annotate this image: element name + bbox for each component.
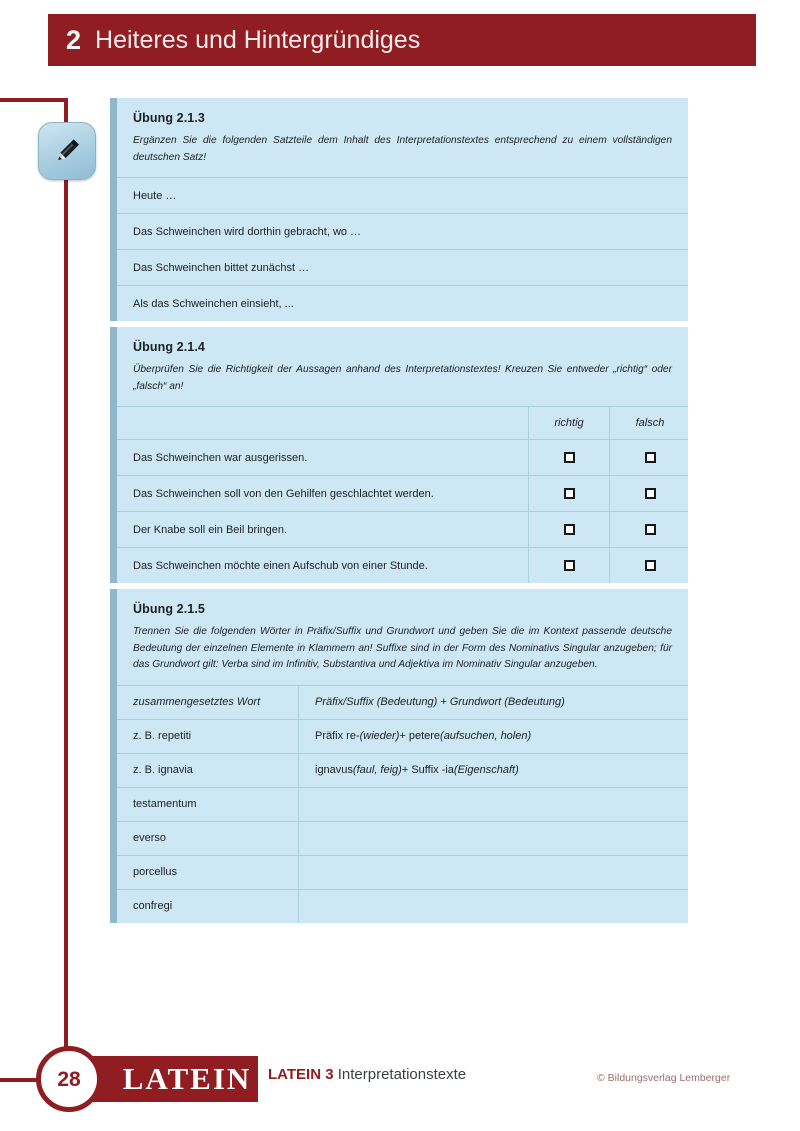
word-cell: everso (133, 832, 167, 845)
page-number-badge (36, 1046, 102, 1112)
analysis-cell[interactable] (298, 822, 688, 855)
latein-logo-text: LATEIN (122, 1061, 252, 1096)
table-row (117, 889, 688, 923)
exercise-instruction: Trennen Sie die folgenden Wörter in Präfix/Suffix und Grundwort und geben Sie die im Kontext passende deutsche Bedeutung der einzelnen Elemente in Klammern an! Suffixe sind in der Form des Nominativs Singular anzugeben; für das Grundwort gilt: Verba sind im Infinitiv, Substantiva und Adjektiva im Nominativ Singular anzugeben. (133, 626, 672, 671)
checkbox-icon[interactable] (564, 488, 575, 499)
chapter-title: Heiteres und Hintergründiges (95, 25, 421, 54)
table-row (117, 753, 688, 787)
checkbox-falsch-cell[interactable] (609, 476, 690, 511)
analysis-cell[interactable] (298, 754, 688, 787)
checkbox-icon[interactable] (645, 452, 656, 463)
pencil-icon (50, 134, 84, 168)
analysis-italic-1: (faul, feig) (352, 764, 402, 777)
checkbox-icon[interactable] (645, 524, 656, 535)
series-title (268, 1066, 466, 1083)
analysis-cell[interactable] (298, 890, 688, 923)
table-row (117, 547, 688, 583)
analysis-cell[interactable] (298, 856, 688, 889)
word-table-header (117, 685, 688, 719)
exercise-title: Übung 2.1.3 (133, 111, 205, 125)
checkbox-falsch-cell[interactable] (609, 440, 690, 475)
series-title-rest: Interpretationstexte (333, 1066, 467, 1083)
checkbox-richtig-cell[interactable] (528, 476, 609, 511)
answer-row[interactable] (117, 177, 688, 213)
checkbox-icon[interactable] (564, 452, 575, 463)
column-header-richtig: richtig (528, 407, 609, 439)
copyright-text: © Bildungsverlag Lemberger (597, 1072, 731, 1084)
analysis-plain-1: Präfix re- (315, 730, 360, 743)
checkbox-icon[interactable] (645, 488, 656, 499)
analysis-italic-2: (aufsuchen, holen) (440, 730, 532, 743)
exercise-title: Übung 2.1.4 (133, 340, 205, 354)
word-cell: z. B. ignavia (133, 764, 193, 777)
analysis-cell[interactable] (298, 788, 688, 821)
answer-row[interactable] (117, 285, 688, 321)
checkbox-richtig-cell[interactable] (528, 548, 609, 583)
checkbox-icon[interactable] (645, 560, 656, 571)
table-row (117, 439, 688, 475)
checkbox-icon[interactable] (564, 560, 575, 571)
analysis-plain-2: + Suffix -ia (401, 764, 454, 777)
word-cell: testamentum (133, 798, 197, 811)
answer-row[interactable] (117, 249, 688, 285)
column-header-word: zusammengesetztes Wort (133, 696, 261, 709)
checkbox-falsch-cell[interactable] (609, 548, 690, 583)
answer-row[interactable] (117, 213, 688, 249)
analysis-plain-2: + petere (399, 730, 441, 743)
left-rail-footer-segment (0, 1078, 40, 1082)
answer-prompt: Das Schweinchen wird dorthin gebracht, wo … (133, 225, 362, 238)
exercise-block-2-1-4 (110, 327, 688, 583)
truefalse-table-header (117, 406, 688, 439)
chapter-header-bar (48, 14, 756, 66)
column-header-falsch: falsch (609, 407, 690, 439)
statement-text: Das Schweinchen möchte einen Aufschub von einer Stunde. (133, 559, 428, 572)
left-rail-vertical-segment (64, 98, 68, 1053)
word-cell: confregi (133, 900, 173, 913)
exercise-title: Übung 2.1.5 (133, 602, 205, 616)
page-number: 28 (57, 1067, 81, 1091)
table-row (117, 719, 688, 753)
word-cell: porcellus (133, 866, 178, 879)
exercise-block-2-1-3 (110, 98, 688, 321)
column-header-analysis: Präfix/Suffix (Bedeutung) + Grundwort (Bedeutung) (298, 686, 688, 719)
analysis-italic-1: (wieder) (359, 730, 400, 743)
table-row (117, 511, 688, 547)
checkbox-icon[interactable] (564, 524, 575, 535)
exercise-instruction: Überprüfen Sie die Richtigkeit der Aussagen anhand des Interpretationstextes! Kreuzen Sie entweder „richtig“ oder „falsch“ an! (133, 364, 672, 392)
exercise-instruction: Ergänzen Sie die folgenden Satzteile dem Inhalt des Interpretationstextes entsprechend zu einem vollständigen deutschen Satz! (133, 135, 672, 163)
checkbox-falsch-cell[interactable] (609, 512, 690, 547)
left-rail-top-segment (0, 98, 68, 102)
chapter-number: 2 (66, 24, 82, 55)
checkbox-richtig-cell[interactable] (528, 440, 609, 475)
word-cell: z. B. repetiti (133, 730, 192, 743)
table-row (117, 787, 688, 821)
analysis-plain-1: ignavus (315, 764, 353, 777)
table-row (117, 855, 688, 889)
analysis-italic-2: (Eigenschaft) (453, 764, 519, 777)
latein-logo-box (88, 1056, 258, 1102)
series-title-bold: LATEIN 3 (268, 1066, 334, 1083)
analysis-cell[interactable] (298, 720, 688, 753)
pencil-icon-badge (38, 122, 96, 180)
table-row (117, 475, 688, 511)
exercise-block-2-1-5 (110, 589, 688, 923)
checkbox-richtig-cell[interactable] (528, 512, 609, 547)
answer-prompt: Als das Schweinchen einsieht, ... (133, 297, 294, 310)
statement-text: Das Schweinchen soll von den Gehilfen geschlachtet werden. (133, 487, 434, 500)
statement-text: Das Schweinchen war ausgerissen. (133, 451, 308, 464)
table-row (117, 821, 688, 855)
answer-prompt: Heute … (133, 189, 177, 202)
statement-text: Der Knabe soll ein Beil bringen. (133, 523, 288, 536)
answer-prompt: Das Schweinchen bittet zunächst … (133, 261, 310, 274)
